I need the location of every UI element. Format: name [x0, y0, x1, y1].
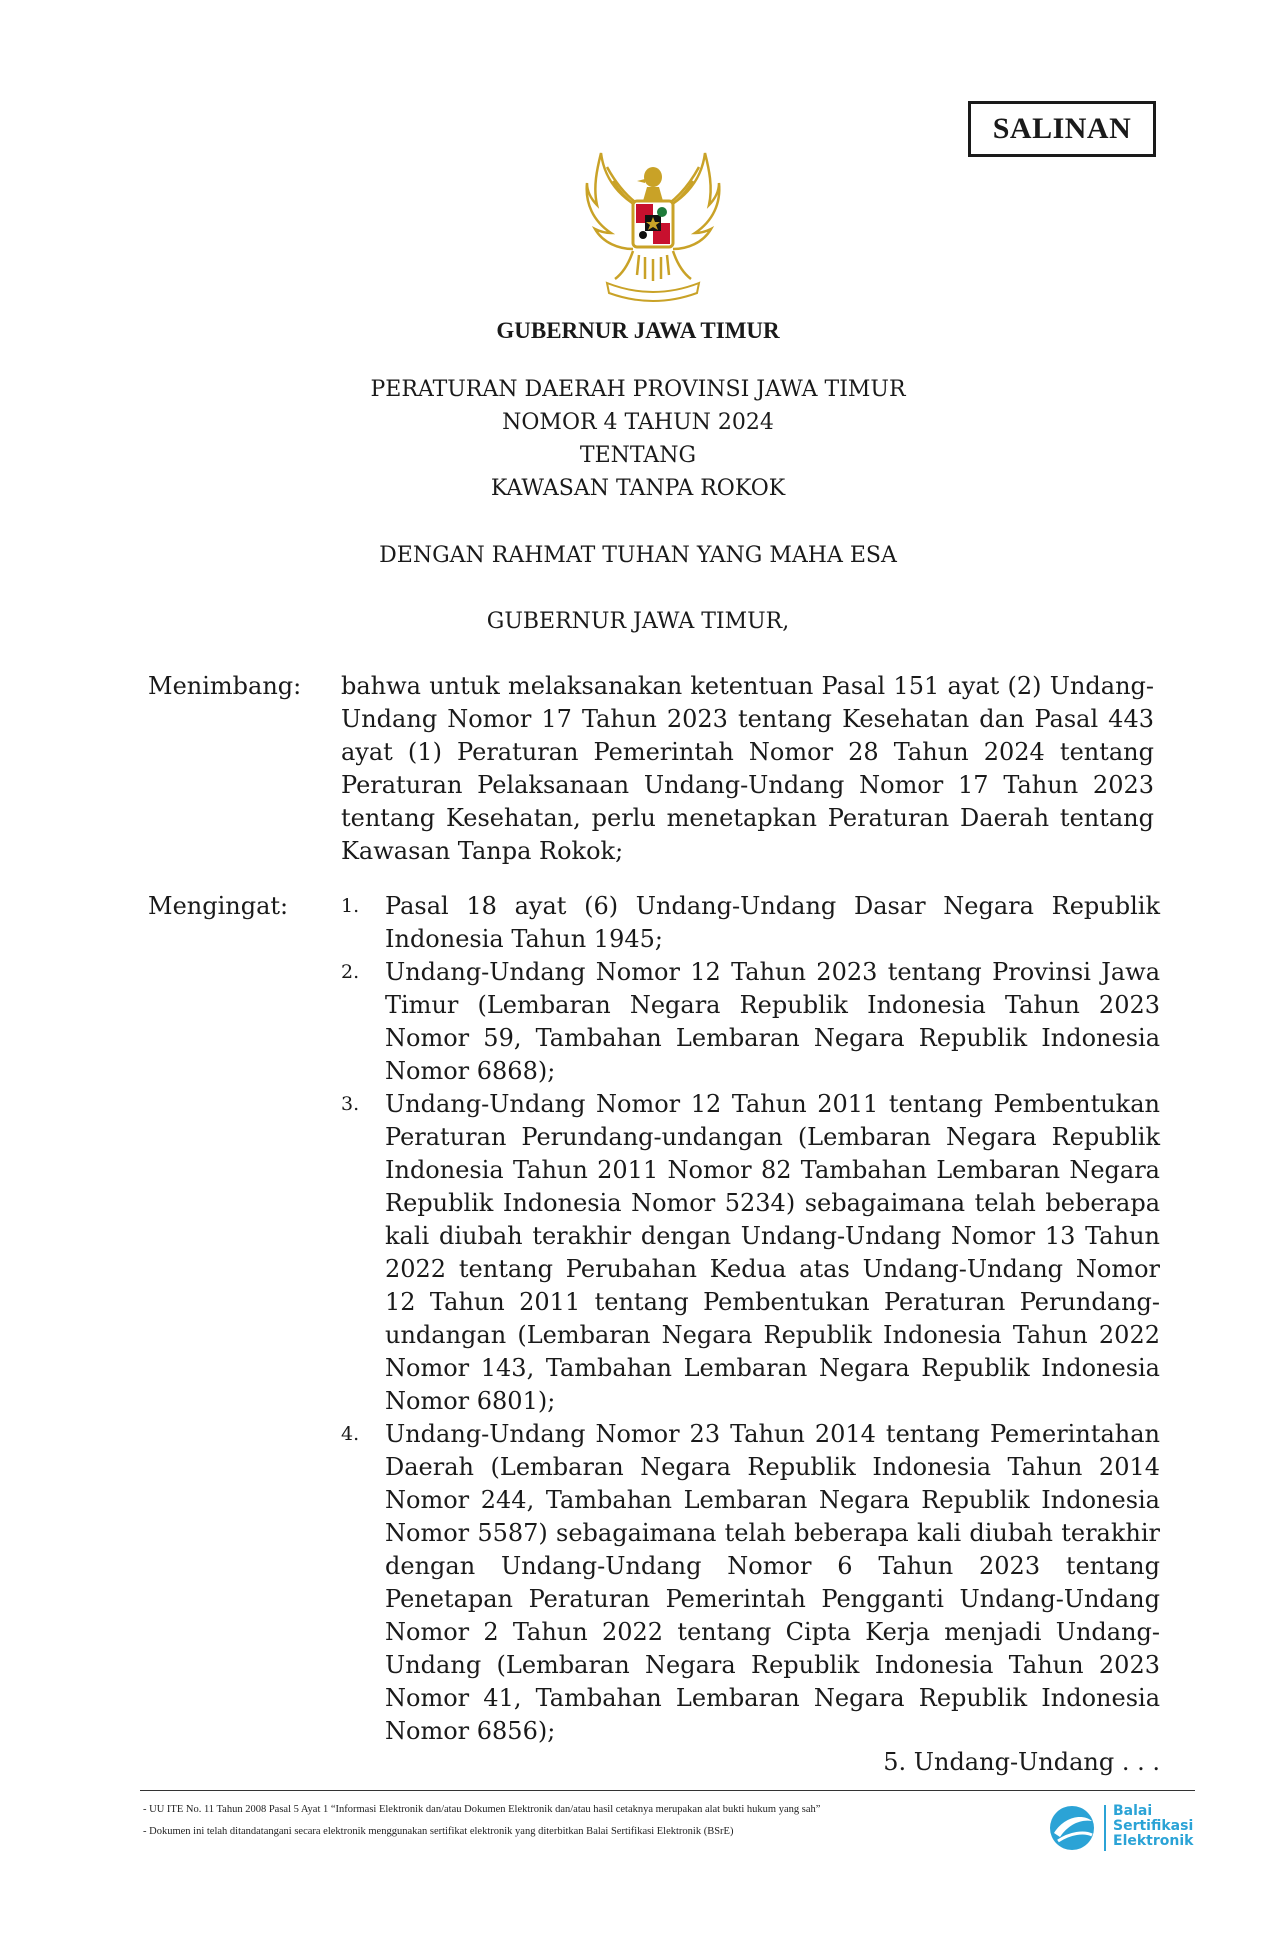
- regulation-title-line-2: NOMOR 4 TAHUN 2024: [502, 410, 774, 435]
- mengingat-item: [341, 956, 1160, 1088]
- bsre-logo-text: [1113, 1804, 1193, 1849]
- menimbang-text: bahwa untuk melaksanakan ketentuan Pasal 151 ayat (2) Undang-Undang Nomor 17 Tahun 2023 tentang Kesehatan dan Pasal 443 ayat (1) Peraturan Pemerintah Nomor 28 Tahun 2024 tentang Peraturan Pelaksanaan Undang-Undang Nomor 17 Tahun 2023 tentang Kesehatan, perlu menetapkan Peraturan Daerah tentang Kawasan Tanpa Rokok;: [341, 672, 1154, 865]
- footer-divider: [140, 1790, 1195, 1791]
- regulation-title-line-3: TENTANG: [579, 443, 697, 468]
- item-text: Pasal 18 ayat (6) Undang-Undang Dasar Negara Republik Indonesia Tahun 1945;: [385, 892, 1160, 953]
- salinan-stamp: SALINAN: [968, 101, 1156, 157]
- invocation-line: DENGAN RAHMAT TUHAN YANG MAHA ESA: [379, 543, 897, 568]
- mengingat-item: [341, 1418, 1160, 1748]
- bsre-line-1: Balai: [1113, 1803, 1153, 1819]
- item-text: Undang-Undang Nomor 12 Tahun 2011 tentang Pembentukan Peraturan Perundang-undangan (Lembaran Negara Republik Indonesia Tahun 2011 Nomor 82 Tambahan Lembaran Negara Republik Indonesia Nomor 5234) sebagaimana telah beberapa kali diubah terakhir dengan Undang-Undang Nomor 13 Tahun 2022 tentang Perubahan Kedua atas Undang-Undang Nomor 12 Tahun 2011 tentang Pembentukan Peraturan Perundang-undangan (Lembaran Negara Republik Indonesia Tahun 2022 Nomor 143, Tambahan Lembaran Negara Republik Indonesia Nomor 6801);: [385, 1090, 1160, 1415]
- item-number: 2.: [341, 961, 360, 983]
- item-number: 4.: [341, 1423, 360, 1445]
- menimbang-label: Menimbang:: [148, 672, 302, 700]
- item-text: Undang-Undang Nomor 23 Tahun 2014 tentang Pemerintahan Daerah (Lembaran Negara Republik Indonesia Tahun 2014 Nomor 244, Tambahan Lembaran Negara Republik Indonesia Nomor 5587) sebagaimana telah beberapa kali diubah terakhir dengan Undang-Undang Nomor 6 Tahun 2023 tentang Penetapan Peraturan Pemerintah Pengganti Undang-Undang Nomor 2 Tahun 2022 tentang Cipta Kerja menjadi Undang-Undang (Lembaran Negara Republik Indonesia Tahun 2023 Nomor 41, Tambahan Lembaran Negara Republik Indonesia Nomor 6856);: [385, 1420, 1160, 1745]
- issuer-line: GUBERNUR JAWA TIMUR,: [486, 609, 790, 634]
- continuation-marker: 5. Undang-Undang . . .: [883, 1748, 1160, 1776]
- footer-note-bsre: - Dokumen ini telah ditandatangani secara elektronik menggunakan sertifikat elektronik yang diterbitkan Balai Sertifikasi Elektronik (BSrE): [143, 1826, 734, 1837]
- garuda-emblem-icon: [567, 143, 739, 303]
- regulation-title-line-1: PERATURAN DAERAH PROVINSI JAWA TIMUR: [370, 377, 906, 402]
- footer-note-ite: - UU ITE No. 11 Tahun 2008 Pasal 5 Ayat 1 “Informasi Elektronik dan/atau Dokumen Elektronik dan/atau hasil cetaknya merupakan alat bukti hukum yang sah”: [143, 1804, 821, 1815]
- item-number: 1.: [341, 895, 360, 917]
- item-text: Undang-Undang Nomor 12 Tahun 2023 tentang Provinsi Jawa Timur (Lembaran Negara Republik Indonesia Tahun 2023 Nomor 59, Tambahan Lembaran Negara Republik Indonesia Nomor 6868);: [385, 958, 1160, 1085]
- mengingat-item: [341, 1088, 1160, 1418]
- governor-heading: GUBERNUR JAWA TIMUR: [496, 318, 780, 343]
- mengingat-label: Mengingat:: [148, 892, 289, 920]
- regulation-title-line-4: KAWASAN TANPA ROKOK: [490, 476, 786, 501]
- item-number: 3.: [341, 1093, 360, 1115]
- bsre-line-3: Elektronik: [1113, 1833, 1194, 1849]
- mengingat-item: [341, 890, 1160, 956]
- bsre-line-2: Sertifikasi: [1113, 1818, 1194, 1834]
